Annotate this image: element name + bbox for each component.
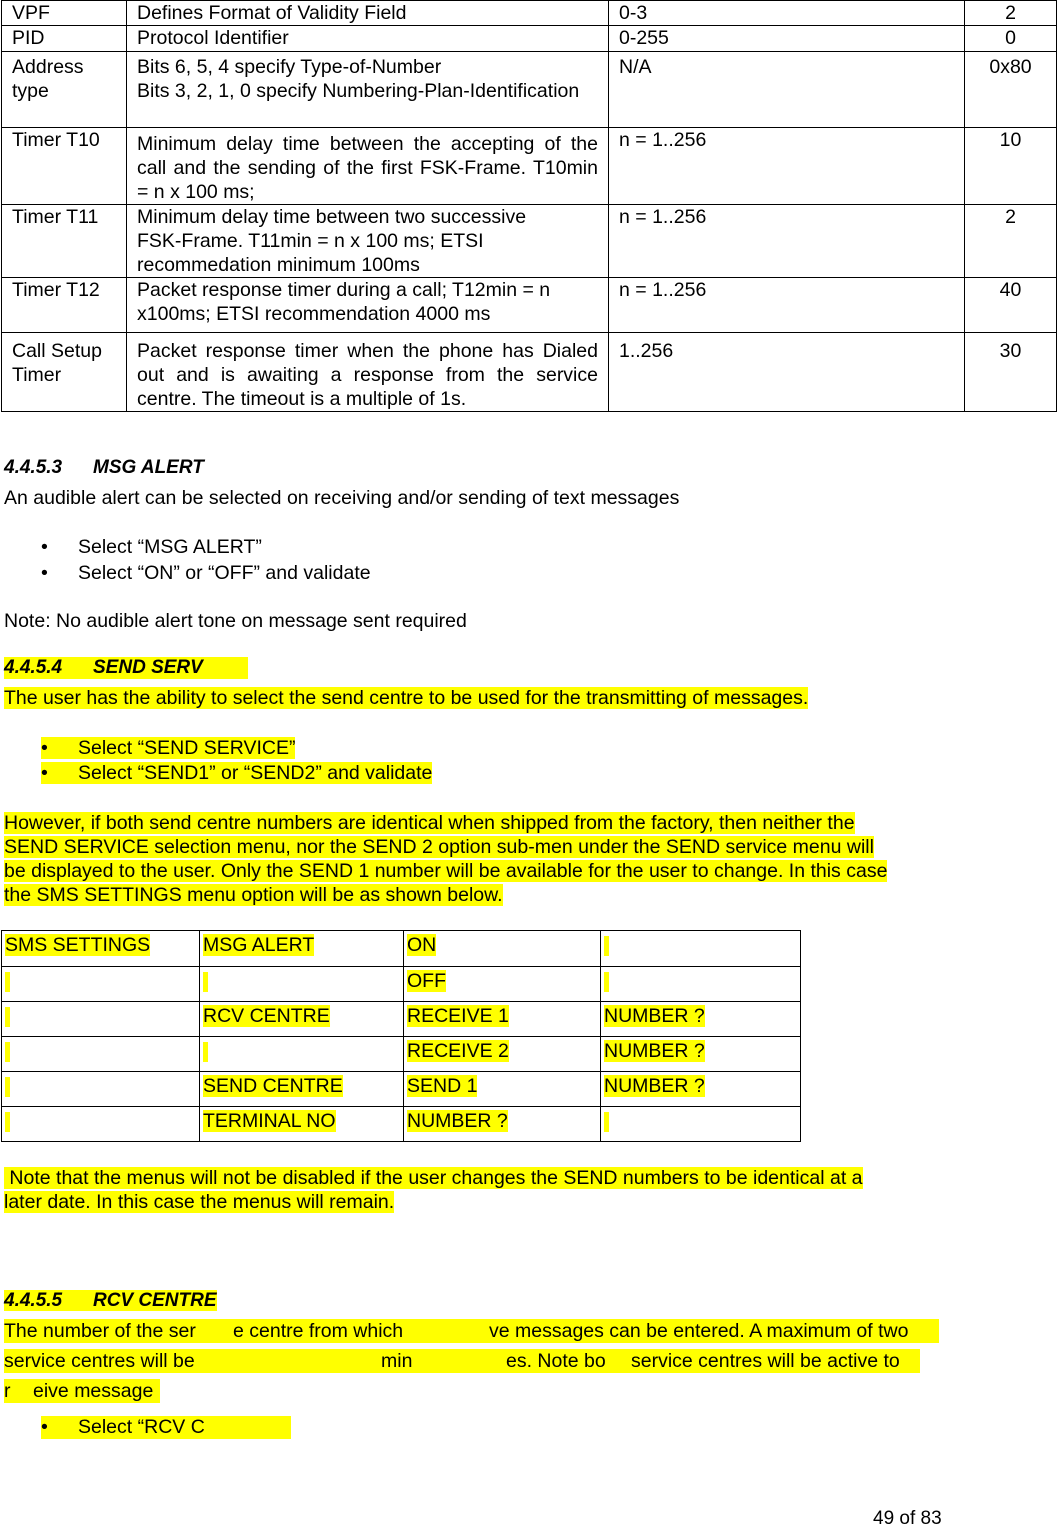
section-title: SEND SERV: [93, 657, 203, 678]
param-default: 2: [965, 205, 1057, 278]
param-name: Call Setup Timer: [2, 333, 127, 412]
param-range: n = 1..256: [609, 128, 965, 205]
param-name: Timer T12: [2, 278, 127, 333]
param-range: n = 1..256: [609, 278, 965, 333]
param-range: 0-3: [609, 1, 965, 26]
menu-cell: RECEIVE 2: [404, 1037, 601, 1072]
param-default: 10: [965, 128, 1057, 205]
menu-cell: SEND CENTRE: [200, 1072, 404, 1107]
param-desc: Minimum delay time between two successive FSK-Frame. T11min = n x 100 ms; ETSI recommedation minimum 100ms: [127, 205, 609, 278]
param-range: 0-255: [609, 26, 965, 52]
param-name: Timer T10: [2, 128, 127, 205]
section-heading-rcv-centre: [4, 1290, 217, 1312]
menu-cell: MSG ALERT: [200, 931, 404, 967]
menu-cell: ON: [404, 931, 601, 967]
menu-cell: RECEIVE 1: [404, 1002, 601, 1037]
param-default: 0x80: [965, 52, 1057, 128]
section-number: 4.4.5.3: [4, 457, 63, 478]
param-desc: Defines Format of Validity Field: [127, 1, 609, 26]
list-item: • Select “ON” or “OFF” and validate: [41, 562, 371, 584]
table-row: [2, 333, 1057, 412]
param-range: 1..256: [609, 333, 965, 412]
menu-cell: TERMINAL NO: [200, 1107, 404, 1142]
menu-cell: SEND 1: [404, 1072, 601, 1107]
param-desc: Protocol Identifier: [127, 26, 609, 52]
param-default: 30: [965, 333, 1057, 412]
menu-cell: NUMBER ?: [404, 1107, 601, 1142]
param-range: n = 1..256: [609, 205, 965, 278]
param-name: VPF: [2, 1, 127, 26]
rcv-centre-paragraph: The number of the ser e centre from which ve messages can be entered. A maximum of two service centres will be min es. Note bo service centres will be active to r eive message: [4, 1319, 954, 1409]
menu-cell: [200, 967, 404, 1002]
menu-cell: [601, 967, 801, 1002]
param-desc: Packet response timer when the phone has Dialed out and is awaiting a response from the service centre. The timeout is a multiple of 1s.: [127, 333, 609, 412]
param-desc: Minimum delay time between the accepting of the call and the sending of the first FSK-Frame. T10min = n x 100 ms;: [127, 128, 609, 205]
param-name: PID: [2, 26, 127, 52]
table-row: [2, 26, 1057, 52]
page-number: 49 of 83: [873, 1508, 942, 1529]
menu-cell: NUMBER ?: [601, 1002, 801, 1037]
param-name: Address type: [2, 52, 127, 128]
param-range: N/A: [609, 52, 965, 128]
section-title: RCV CENTRE: [93, 1290, 217, 1311]
param-desc-line: Bits 3, 2, 1, 0 specify Numbering-Plan-Identification: [137, 80, 580, 102]
menu-cell: [2, 1107, 200, 1142]
send-serv-note: Note that the menus will not be disabled if the user changes the SEND numbers to be identical at a later date. In this case the menus will remain.: [4, 1167, 863, 1213]
list-item: • Select “SEND1” or “SEND2” and validate: [41, 762, 433, 784]
section-heading-msg-alert: [4, 457, 204, 479]
param-default: 2: [965, 1, 1057, 26]
menu-cell: SMS SETTINGS: [2, 931, 200, 967]
table-row: [2, 1002, 801, 1037]
menu-cell: [2, 1072, 200, 1107]
table-row: [2, 1072, 801, 1107]
table-row: [2, 1037, 801, 1072]
menu-cell: [601, 931, 801, 967]
list-item: • Select “MSG ALERT”: [41, 536, 262, 558]
param-default: 0: [965, 26, 1057, 52]
parameter-table: [1, 0, 1057, 412]
menu-cell: NUMBER ?: [601, 1037, 801, 1072]
table-row: [2, 205, 1057, 278]
section-number: 4.4.5.5: [4, 1290, 63, 1311]
param-desc-line: Bits 6, 5, 4 specify Type-of-Number: [137, 56, 442, 78]
table-row: [2, 278, 1057, 333]
table-row: [2, 967, 801, 1002]
section-number: 4.4.5.4: [4, 657, 63, 678]
table-row: [2, 931, 801, 967]
table-row: [2, 128, 1057, 205]
table-row: [2, 52, 1057, 128]
menu-cell: OFF: [404, 967, 601, 1002]
param-desc: [127, 52, 609, 128]
table-row: [2, 1, 1057, 26]
param-desc: Packet response timer during a call; T12min = n x100ms; ETSI recommendation 4000 ms: [127, 278, 609, 333]
menu-cell: RCV CENTRE: [200, 1002, 404, 1037]
section-heading-send-serv: [4, 657, 248, 679]
menu-cell: [601, 1107, 801, 1142]
list-item: • Select “SEND SERVICE”: [41, 737, 296, 759]
menu-cell: [2, 1037, 200, 1072]
param-default: 40: [965, 278, 1057, 333]
param-name: Timer T11: [2, 205, 127, 278]
msg-alert-note: Note: No audible alert tone on message sent required: [4, 610, 467, 632]
section-title: MSG ALERT: [93, 457, 204, 478]
list-item: • Select “RCV C: [41, 1416, 291, 1439]
menu-cell: [2, 1002, 200, 1037]
send-serv-paragraph: However, if both send centre numbers are identical when shipped from the factory, then neither the SEND SERVICE selection menu, nor the SEND 2 option sub-men under the SEND service menu will be displayed to the user. Only the SEND 1 number will be available for the user to change. In this case the SMS SETTINGS menu option will be as shown below.: [4, 812, 888, 906]
menu-cell: [200, 1037, 404, 1072]
menu-cell: NUMBER ?: [601, 1072, 801, 1107]
menu-cell: [2, 967, 200, 1002]
send-serv-intro: The user has the ability to select the send centre to be used for the transmitting of messages.: [4, 687, 809, 709]
table-row: [2, 1107, 801, 1142]
msg-alert-intro: An audible alert can be selected on receiving and/or sending of text messages: [4, 487, 680, 509]
sms-settings-menu-table: [1, 930, 801, 1142]
